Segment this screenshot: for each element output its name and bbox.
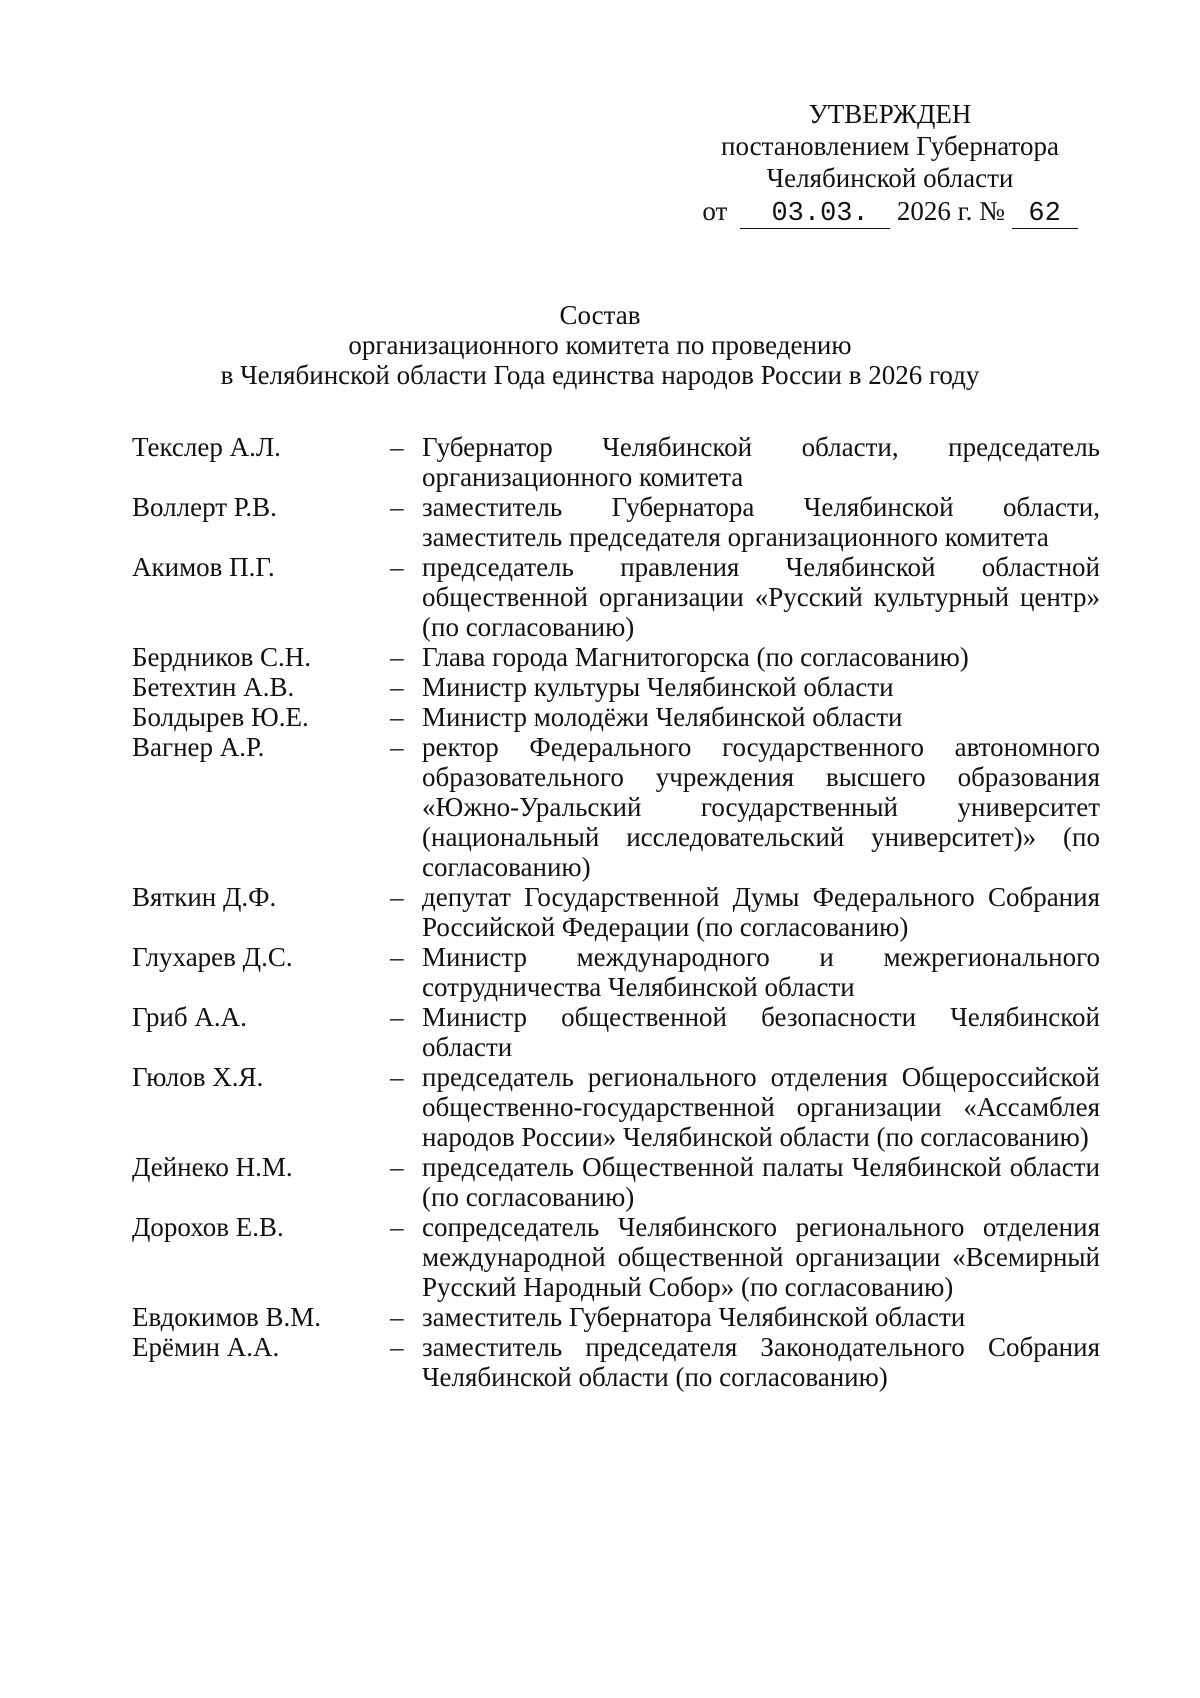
member-name: Вагнер А.Р. [132,732,265,762]
approval-line-2: Челябинской области [766,163,1014,193]
approval-date-line [660,195,1120,229]
number-field: 62 [1012,200,1078,229]
year-text: 2026 г. № [896,196,1005,226]
dash-separator: – [390,702,404,732]
list-item [132,942,1100,1002]
date-prefix: от [702,196,728,226]
dash-separator: – [390,942,404,972]
member-role: Министр молодёжи Челябинской области [422,702,903,732]
member-name: Гриб А.А. [132,1002,247,1032]
member-role: председатель Общественной палаты Челябинской области (по согласованию) [422,1152,1100,1212]
list-item [132,552,1100,642]
list-item [132,1002,1100,1062]
member-role: председатель правления Челябинской областной общественной организации «Русский культурный центр» (по согласованию) [422,552,1100,642]
dash-separator: – [390,1002,404,1032]
member-role: Министр международного и межрегионального сотрудничества Челябинской области [422,942,1100,1002]
approval-block [660,98,1120,229]
member-role: заместитель Губернатора Челябинской области, заместитель председателя организационного комитета [422,492,1100,552]
list-item [132,882,1100,942]
list-item [132,702,1100,732]
dash-separator: – [390,432,404,462]
member-name: Гюлов Х.Я. [132,1062,264,1092]
member-name: Бердников С.Н. [132,642,312,672]
dash-separator: – [390,642,404,672]
dash-separator: – [390,1152,404,1182]
dash-separator: – [390,732,404,762]
member-role: председатель регионального отделения Общероссийской общественно-государственной организации «Ассамблея народов России» Челябинской области (по согласованию) [422,1062,1100,1152]
list-item [132,1062,1100,1152]
dash-separator: – [390,1332,404,1362]
list-item [132,1212,1100,1302]
title-line-1: Состав [559,300,641,330]
title-line-2: организационного комитета по проведению [348,330,852,360]
dash-separator: – [390,552,404,582]
list-item [132,642,1100,672]
list-item [132,1332,1100,1392]
member-role: сопредседатель Челябинского регионального отделения международной общественной организации «Всемирный Русский Народный Собор» (по согласованию) [422,1212,1100,1302]
member-role: ректор Федерального государственного автономного образовательного учреждения высшего образования «Южно-Уральский государственный университет (национальный исследовательский университет)» (по согласованию) [422,732,1100,882]
member-name: Ерёмин А.А. [132,1332,280,1362]
dash-separator: – [390,1212,404,1242]
member-role: депутат Государственной Думы Федерального Собрания Российской Федерации (по согласованию) [422,882,1100,942]
approval-heading: УТВЕРЖДЕН [808,99,972,129]
document-title [110,300,1090,390]
member-name: Евдокимов В.М. [132,1302,321,1332]
list-item [132,1152,1100,1212]
member-name: Болдырев Ю.Е. [132,702,309,732]
member-name: Дейнеко Н.М. [132,1152,293,1182]
member-name: Бетехтин А.В. [132,672,295,702]
list-item [132,432,1100,492]
dash-separator: – [390,672,404,702]
members-list [132,432,1100,1392]
member-name: Акимов П.Г. [132,552,275,582]
approval-line-1: постановлением Губернатора [721,131,1059,161]
member-role: заместитель председателя Законодательного Собрания Челябинской области (по согласованию) [422,1332,1100,1392]
member-role: Министр общественной безопасности Челябинской области [422,1002,1100,1062]
list-item [132,672,1100,702]
dash-separator: – [390,1062,404,1092]
member-role: Министр культуры Челябинской области [422,672,894,702]
dash-separator: – [390,882,404,912]
member-role: заместитель Губернатора Челябинской области [422,1302,966,1332]
list-item [132,1302,1100,1332]
list-item [132,492,1100,552]
member-name: Воллерт Р.В. [132,492,277,522]
member-name: Глухарев Д.С. [132,942,293,972]
date-field: 03.03. [740,200,890,229]
member-role: Глава города Магнитогорска (по согласованию) [422,642,969,672]
member-role: Губернатор Челябинской области, председатель организационного комитета [422,432,1100,492]
member-name: Дорохов Е.В. [132,1212,284,1242]
dash-separator: – [390,492,404,522]
member-name: Вяткин Д.Ф. [132,882,277,912]
list-item [132,732,1100,882]
dash-separator: – [390,1302,404,1332]
title-line-3: в Челябинской области Года единства народов России в 2026 году [220,360,980,390]
member-name: Текслер А.Л. [132,432,281,462]
